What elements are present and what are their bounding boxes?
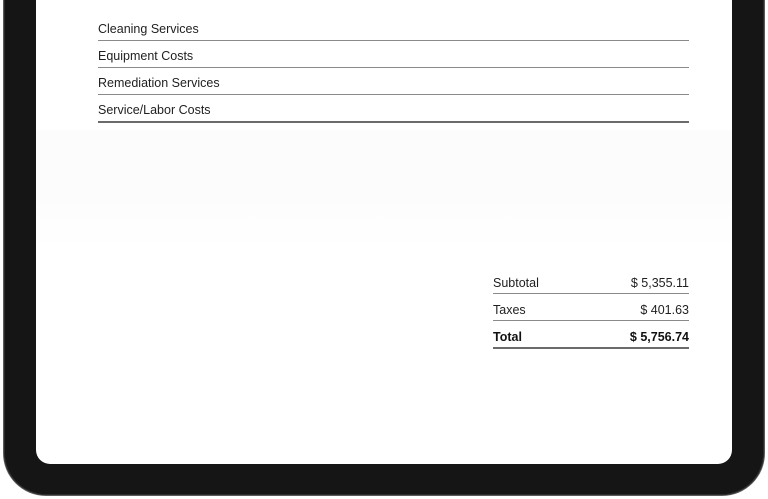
line-item-equipment-costs <box>98 41 689 68</box>
subtotal-value: $ 5,355.11 <box>630 276 689 290</box>
invoice-screen <box>36 0 732 464</box>
line-item-label: Equipment Costs <box>98 49 194 63</box>
subtotal-label: Subtotal <box>493 276 539 290</box>
total-label: Total <box>493 330 522 344</box>
line-item-label: Service/Labor Costs <box>98 103 211 117</box>
screen-shade <box>36 130 732 250</box>
line-item-remediation-services <box>98 68 689 95</box>
line-item-cleaning-services <box>98 14 689 41</box>
taxes-label: Taxes <box>493 303 526 317</box>
taxes-row <box>493 294 689 321</box>
tablet-frame <box>4 0 764 495</box>
taxes-value: $ 401.63 <box>640 303 689 317</box>
subtotal-row <box>493 267 689 294</box>
totals-summary <box>493 267 689 349</box>
total-row <box>493 321 689 347</box>
line-item-service-labor-costs <box>98 95 689 121</box>
line-item-label: Remediation Services <box>98 76 220 90</box>
total-value: $ 5,756.74 <box>629 330 689 344</box>
line-items-table <box>98 14 689 123</box>
line-item-label: Cleaning Services <box>98 22 199 36</box>
